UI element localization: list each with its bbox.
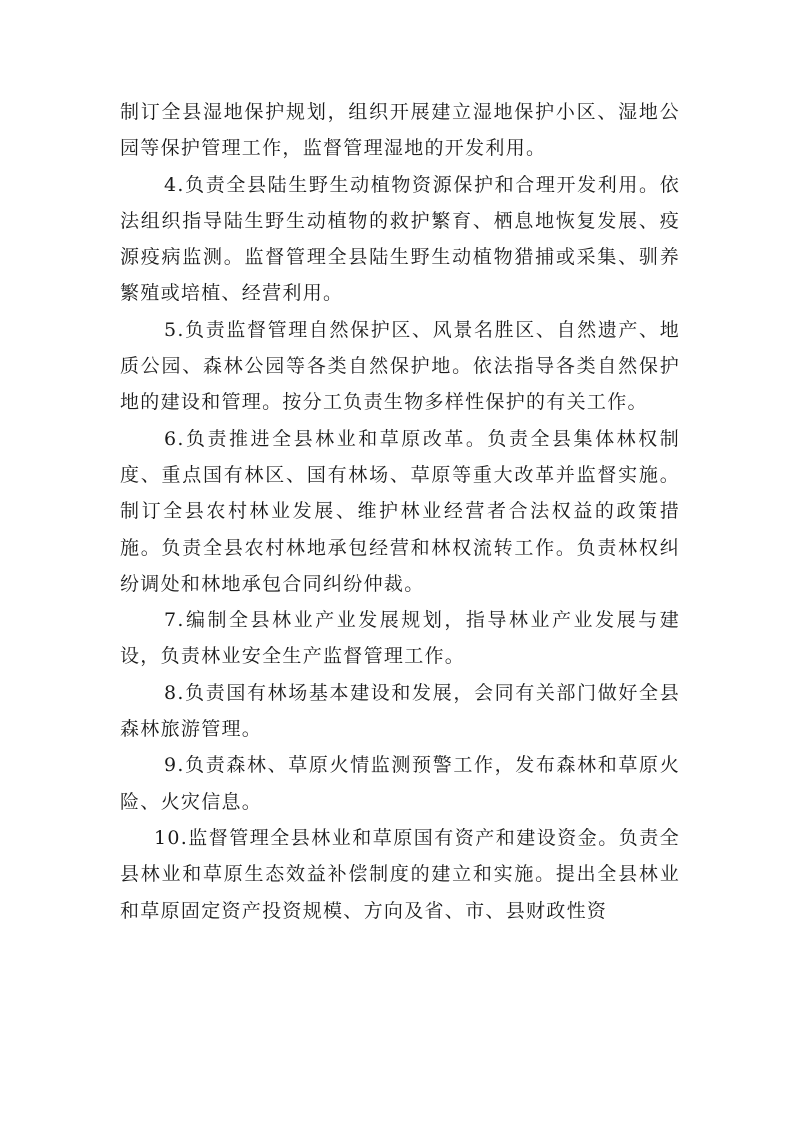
paragraph-item-5: 5.负责监督管理自然保护区、风景名胜区、自然遗产、地质公园、森林公园等各类自然保护地。依法指导各类自然保护地的建设和管理。按分工负责生物多样性保护的有关工作。	[120, 318, 680, 414]
paragraph-item-7: 7.编制全县林业产业发展规划，指导林业产业发展与建设，负责林业安全生产监督管理工作。	[120, 609, 680, 668]
paragraph-continuation: 制订全县湿地保护规划，组织开展建立湿地保护小区、湿地公园等保护管理工作，监督管理湿地的开发利用。	[120, 101, 680, 160]
paragraph-item-10: 10.监督管理全县林业和草原国有资产和建设资金。负责全县林业和草原生态效益补偿制度的建立和实施。提出全县林业和草原固定资产投资规模、方向及省、市、县财政性资	[120, 826, 680, 922]
paragraph-item-6: 6.负责推进全县林业和草原改革。负责全县集体林权制度、重点国有林区、国有林场、草原等重大改革并监督实施。制订全县农村林业发展、维护林业经营者合法权益的政策措施。负责全县农村林地承包经营和林权流转工作。负责林权纠纷调处和林地承包合同纠纷仲裁。	[120, 427, 680, 595]
document-body	[120, 94, 680, 929]
paragraph-item-4: 4.负责全县陆生野生动植物资源保护和合理开发利用。依法组织指导陆生野生动植物的救护繁育、栖息地恢复发展、疫源疫病监测。监督管理全县陆生野生动植物猎捕或采集、驯养繁殖或培植、经营利用。	[120, 173, 680, 305]
paragraph-item-9: 9.负责森林、草原火情监测预警工作，发布森林和草原火险、火灾信息。	[120, 754, 680, 813]
paragraph-item-8: 8.负责国有林场基本建设和发展，会同有关部门做好全县森林旅游管理。	[120, 681, 680, 741]
